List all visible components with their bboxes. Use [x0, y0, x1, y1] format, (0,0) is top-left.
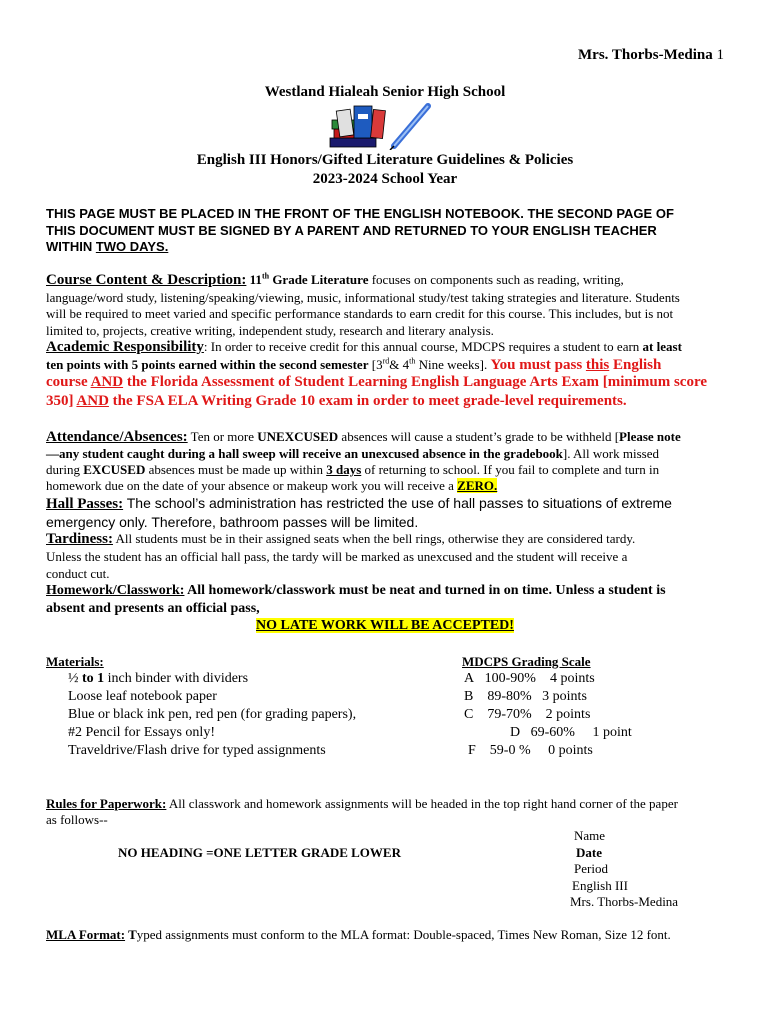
academic-line-1: Academic Responsibility: In order to receive credit for this annual course, MDCPS requires a student to earn at least: [46, 339, 682, 355]
attendance-line-3: during EXCUSED absences must be made up within 3 days of returning to school. If you fail to complete and turn in: [46, 462, 660, 477]
grading-row: F 59-0 % 0 points: [468, 743, 593, 758]
tardiness-heading: Tardiness:: [46, 531, 113, 547]
page-number: 1: [716, 47, 724, 63]
attendance-heading: Attendance/Absences:: [46, 429, 188, 445]
materials-item: Loose leaf notebook paper: [68, 689, 217, 704]
paperwork-line-1: Rules for Paperwork: All classwork and homework assignments will be headed in the top right hand corner of the paper: [46, 796, 678, 811]
grading-row: A 100-90% 4 points: [464, 671, 595, 686]
notice-line-2: THIS DOCUMENT MUST BE SIGNED BY A PARENT AND RETURNED TO YOUR ENGLISH TEACHER: [46, 223, 657, 238]
zero-emphasis: ZERO.: [457, 478, 498, 493]
late-work-line: [0, 618, 770, 634]
homework-heading: Homework/Classwork:: [46, 583, 185, 598]
course-content-heading: Course Content & Description:: [46, 272, 247, 288]
tardiness-line-1: Tardiness: All students must be in their assigned seats when the bell rings, otherwise they are considered tardy.: [46, 531, 636, 547]
academic-line-3: course AND the Florida Assessment of Student Learning English Language Arts Exam [minimum score: [46, 374, 708, 390]
course-content-line-4: limited to, projects, creative writing, independent study, research and literary analysis.: [46, 323, 494, 338]
notice-line-3: WITHIN TWO DAYS.: [46, 239, 169, 254]
attendance-line-1: Attendance/Absences: Ten or more UNEXCUSED absences will cause a student’s grade to be withheld [Please note: [46, 429, 681, 445]
school-name: Westland Hialeah Senior High School: [264, 84, 506, 100]
grading-row: D 69-60% 1 point: [510, 725, 632, 740]
homework-line-1: Homework/Classwork: All homework/classwork must be neat and turned in on time. Unless a student is: [46, 583, 666, 598]
mla-heading: MLA Format:: [46, 927, 126, 942]
hall-line-2: emergency only. Therefore, bathroom passes will be limited.: [46, 514, 419, 530]
tardiness-line-2: Unless the student has an official hall pass, the tardy will be marked as unexcused and the student will receive a: [46, 549, 628, 564]
attendance-line-4: homework due on the date of your absence or makeup work you will receive a ZERO.: [46, 478, 498, 493]
grading-row: C 79-70% 2 points: [464, 707, 591, 722]
mla-line: MLA Format: Typed assignments must conform to the MLA format: Double-spaced, Times New Roman, Size 12 font.: [46, 927, 671, 942]
page-header: [578, 47, 724, 64]
hall-line-1: Hall Passes: The school’s administration has restricted the use of hall passes to situations of extreme: [46, 495, 672, 512]
academic-heading: Academic Responsibility: [46, 339, 204, 355]
heading-example-period: Period: [574, 861, 608, 876]
school-year: 2023-2024 School Year: [312, 171, 458, 187]
no-heading-penalty: NO HEADING =ONE LETTER GRADE LOWER: [118, 845, 401, 860]
grading-row: B 89-80% 3 points: [464, 689, 587, 704]
paperwork-line-2: as follows--: [46, 812, 108, 827]
academic-line-4: 350] AND the FSA ELA Writing Grade 10 exam in order to meet grade-level requirements.: [46, 393, 627, 409]
academic-line-2: ten points with 5 points earned within the second semester [3rd& 4th Nine weeks]. You must pass this English: [46, 356, 662, 373]
notice-line-1: THIS PAGE MUST BE PLACED IN THE FRONT OF THE ENGLISH NOTEBOOK. THE SECOND PAGE OF: [46, 206, 674, 221]
tardiness-line-3: conduct cut.: [46, 566, 110, 581]
homework-line-2: absent and presents an official pass,: [46, 601, 260, 616]
no-late-work-notice: NO LATE WORK WILL BE ACCEPTED!: [256, 618, 514, 633]
hall-heading: Hall Passes:: [46, 496, 124, 512]
grading-scale-heading: MDCPS Grading Scale: [462, 654, 591, 669]
books-pen-icon: [328, 102, 432, 150]
course-title: English III Honors/Gifted Literature Guidelines & Policies: [196, 152, 574, 168]
two-days-emphasis: TWO DAYS.: [95, 239, 169, 254]
heading-example-teacher: Mrs. Thorbs-Medina: [570, 894, 679, 909]
materials-heading: Materials:: [46, 654, 104, 669]
materials-item-binder: ½ to 1 inch binder with dividers: [68, 671, 249, 686]
materials-item: Traveldrive/Flash drive for typed assignments: [68, 743, 326, 758]
heading-example-name: Name: [574, 828, 606, 843]
course-content-line-1: Course Content & Description: 11th Grade Literature focuses on components such as reading, writing,: [46, 271, 624, 288]
materials-item: Blue or black ink pen, red pen (for grading papers),: [68, 707, 357, 722]
course-content-line-3: will be required to meet varied and specific performance standards to earn credit for this course. This includes, but is not: [46, 306, 674, 321]
materials-item: #2 Pencil for Essays only!: [68, 725, 215, 740]
course-content-line-2: language/word study, listening/speaking/viewing, music, informational study/test taking strategies and literature. Students: [46, 290, 680, 305]
heading-example-course: English III: [572, 878, 628, 893]
paperwork-heading: Rules for Paperwork:: [46, 796, 167, 811]
author-name: Mrs. Thorbs-Medina: [578, 47, 713, 63]
heading-example-date: Date: [576, 845, 602, 860]
attendance-line-2: —any student caught during a hall sweep will receive an unexcused absence in the gradebook]. All work missed: [46, 446, 659, 461]
